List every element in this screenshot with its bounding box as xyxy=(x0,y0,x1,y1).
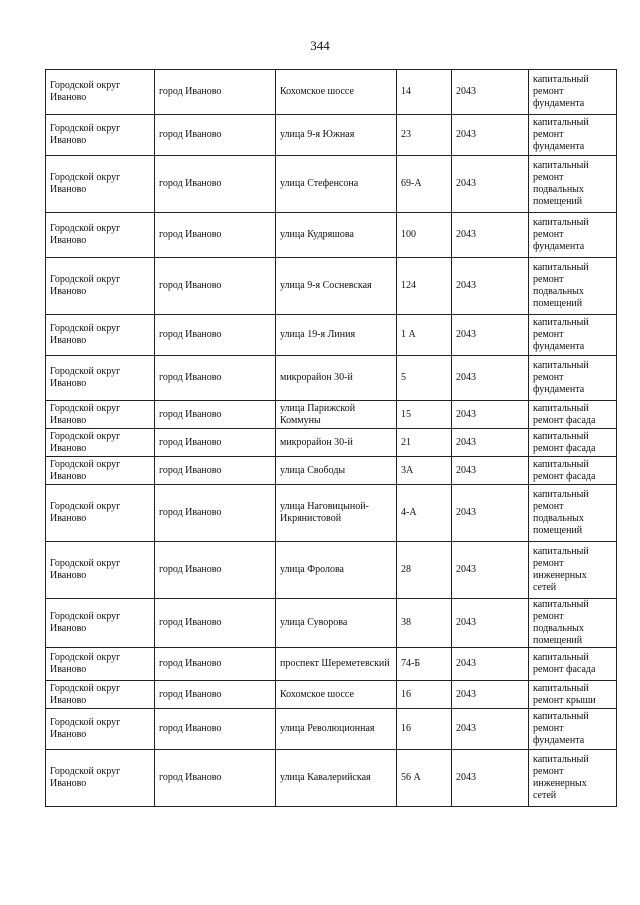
table-row xyxy=(46,485,617,542)
house-number-cell: 100 xyxy=(397,213,452,258)
district-cell: Городской округ Иваново xyxy=(46,709,155,750)
city-cell: город Иваново xyxy=(155,485,276,542)
district-cell: Городской округ Иваново xyxy=(46,258,155,315)
year-cell: 2043 xyxy=(452,156,529,213)
district-cell: Городской округ Иваново xyxy=(46,457,155,485)
street-cell: улица Фролова xyxy=(276,542,397,599)
table-row xyxy=(46,648,617,681)
house-number-cell: 28 xyxy=(397,542,452,599)
table-row xyxy=(46,356,617,401)
city-cell: город Иваново xyxy=(155,542,276,599)
street-cell: улица Революционная xyxy=(276,709,397,750)
district-cell: Городской округ Иваново xyxy=(46,648,155,681)
work-type-cell: капитальный ремонт фасада xyxy=(529,457,617,485)
city-cell: город Иваново xyxy=(155,599,276,648)
table-row xyxy=(46,750,617,807)
house-number-cell: 15 xyxy=(397,401,452,429)
work-type-cell: капитальный ремонт фундамента xyxy=(529,356,617,401)
street-cell: улица Наговицыной-Икрянистовой xyxy=(276,485,397,542)
street-cell: улица 9-я Сосневская xyxy=(276,258,397,315)
district-cell: Городской округ Иваново xyxy=(46,70,155,115)
city-cell: город Иваново xyxy=(155,401,276,429)
table-row xyxy=(46,599,617,648)
district-cell: Городской округ Иваново xyxy=(46,542,155,599)
year-cell: 2043 xyxy=(452,401,529,429)
work-type-cell: капитальный ремонт фундамента xyxy=(529,70,617,115)
district-cell: Городской округ Иваново xyxy=(46,599,155,648)
street-cell: микрорайон 30-й xyxy=(276,429,397,457)
district-cell: Городской округ Иваново xyxy=(46,401,155,429)
district-cell: Городской округ Иваново xyxy=(46,429,155,457)
street-cell: улица Кавалерийская xyxy=(276,750,397,807)
table-row xyxy=(46,709,617,750)
house-number-cell: 21 xyxy=(397,429,452,457)
city-cell: город Иваново xyxy=(155,70,276,115)
house-number-cell: 124 xyxy=(397,258,452,315)
table-row xyxy=(46,258,617,315)
district-cell: Городской округ Иваново xyxy=(46,750,155,807)
street-cell: улица 9-я Южная xyxy=(276,115,397,156)
work-type-cell: капитальный ремонт фасада xyxy=(529,429,617,457)
year-cell: 2043 xyxy=(452,542,529,599)
house-number-cell: 74-Б xyxy=(397,648,452,681)
street-cell: улица Кудряшова xyxy=(276,213,397,258)
street-cell: проспект Шереметевский xyxy=(276,648,397,681)
table-row xyxy=(46,681,617,709)
district-cell: Городской округ Иваново xyxy=(46,115,155,156)
year-cell: 2043 xyxy=(452,115,529,156)
table-row xyxy=(46,401,617,429)
city-cell: город Иваново xyxy=(155,648,276,681)
table-row xyxy=(46,213,617,258)
city-cell: город Иваново xyxy=(155,429,276,457)
year-cell: 2043 xyxy=(452,681,529,709)
work-type-cell: капитальный ремонт подвальных помещений xyxy=(529,258,617,315)
street-cell: Кохомское шоссе xyxy=(276,681,397,709)
year-cell: 2043 xyxy=(452,648,529,681)
city-cell: город Иваново xyxy=(155,750,276,807)
house-number-cell: 5 xyxy=(397,356,452,401)
city-cell: город Иваново xyxy=(155,457,276,485)
year-cell: 2043 xyxy=(452,315,529,356)
work-type-cell: капитальный ремонт инженерных сетей xyxy=(529,542,617,599)
city-cell: город Иваново xyxy=(155,115,276,156)
table-row xyxy=(46,429,617,457)
city-cell: город Иваново xyxy=(155,709,276,750)
city-cell: город Иваново xyxy=(155,681,276,709)
year-cell: 2043 xyxy=(452,356,529,401)
work-type-cell: капитальный ремонт фасада xyxy=(529,401,617,429)
house-number-cell: 14 xyxy=(397,70,452,115)
year-cell: 2043 xyxy=(452,709,529,750)
table-row xyxy=(46,156,617,213)
house-number-cell: 23 xyxy=(397,115,452,156)
year-cell: 2043 xyxy=(452,429,529,457)
district-cell: Городской округ Иваново xyxy=(46,356,155,401)
table-row xyxy=(46,115,617,156)
house-number-cell: 69-А xyxy=(397,156,452,213)
house-number-cell: 1 А xyxy=(397,315,452,356)
house-number-cell: 38 xyxy=(397,599,452,648)
street-cell: улица Суворова xyxy=(276,599,397,648)
year-cell: 2043 xyxy=(452,70,529,115)
repair-schedule-table xyxy=(45,69,617,807)
house-number-cell: 16 xyxy=(397,681,452,709)
district-cell: Городской округ Иваново xyxy=(46,315,155,356)
house-number-cell: 3А xyxy=(397,457,452,485)
city-cell: город Иваново xyxy=(155,213,276,258)
house-number-cell: 4-А xyxy=(397,485,452,542)
work-type-cell: капитальный ремонт подвальных помещений xyxy=(529,156,617,213)
year-cell: 2043 xyxy=(452,457,529,485)
table-body xyxy=(46,70,617,807)
year-cell: 2043 xyxy=(452,485,529,542)
city-cell: город Иваново xyxy=(155,315,276,356)
district-cell: Городской округ Иваново xyxy=(46,681,155,709)
street-cell: улица 19-я Линия xyxy=(276,315,397,356)
city-cell: город Иваново xyxy=(155,356,276,401)
work-type-cell: капитальный ремонт крыши xyxy=(529,681,617,709)
house-number-cell: 56 А xyxy=(397,750,452,807)
work-type-cell: капитальный ремонт подвальных помещений xyxy=(529,485,617,542)
work-type-cell: капитальный ремонт фасада xyxy=(529,648,617,681)
district-cell: Городской округ Иваново xyxy=(46,485,155,542)
work-type-cell: капитальный ремонт фундамента xyxy=(529,315,617,356)
district-cell: Городской округ Иваново xyxy=(46,213,155,258)
city-cell: город Иваново xyxy=(155,258,276,315)
work-type-cell: капитальный ремонт фундамента xyxy=(529,115,617,156)
house-number-cell: 16 xyxy=(397,709,452,750)
year-cell: 2043 xyxy=(452,213,529,258)
work-type-cell: капитальный ремонт инженерных сетей xyxy=(529,750,617,807)
year-cell: 2043 xyxy=(452,599,529,648)
street-cell: улица Свободы xyxy=(276,457,397,485)
page-number: 344 xyxy=(310,38,330,53)
table-row xyxy=(46,70,617,115)
work-type-cell: капитальный ремонт подвальных помещений xyxy=(529,599,617,648)
table-row xyxy=(46,315,617,356)
work-type-cell: капитальный ремонт фундамента xyxy=(529,709,617,750)
street-cell: Кохомское шоссе xyxy=(276,70,397,115)
table-row xyxy=(46,542,617,599)
district-cell: Городской округ Иваново xyxy=(46,156,155,213)
year-cell: 2043 xyxy=(452,258,529,315)
street-cell: микрорайон 30-й xyxy=(276,356,397,401)
city-cell: город Иваново xyxy=(155,156,276,213)
year-cell: 2043 xyxy=(452,750,529,807)
table-row xyxy=(46,457,617,485)
work-type-cell: капитальный ремонт фундамента xyxy=(529,213,617,258)
street-cell: улица Стефенсона xyxy=(276,156,397,213)
street-cell: улица Парижской Коммуны xyxy=(276,401,397,429)
